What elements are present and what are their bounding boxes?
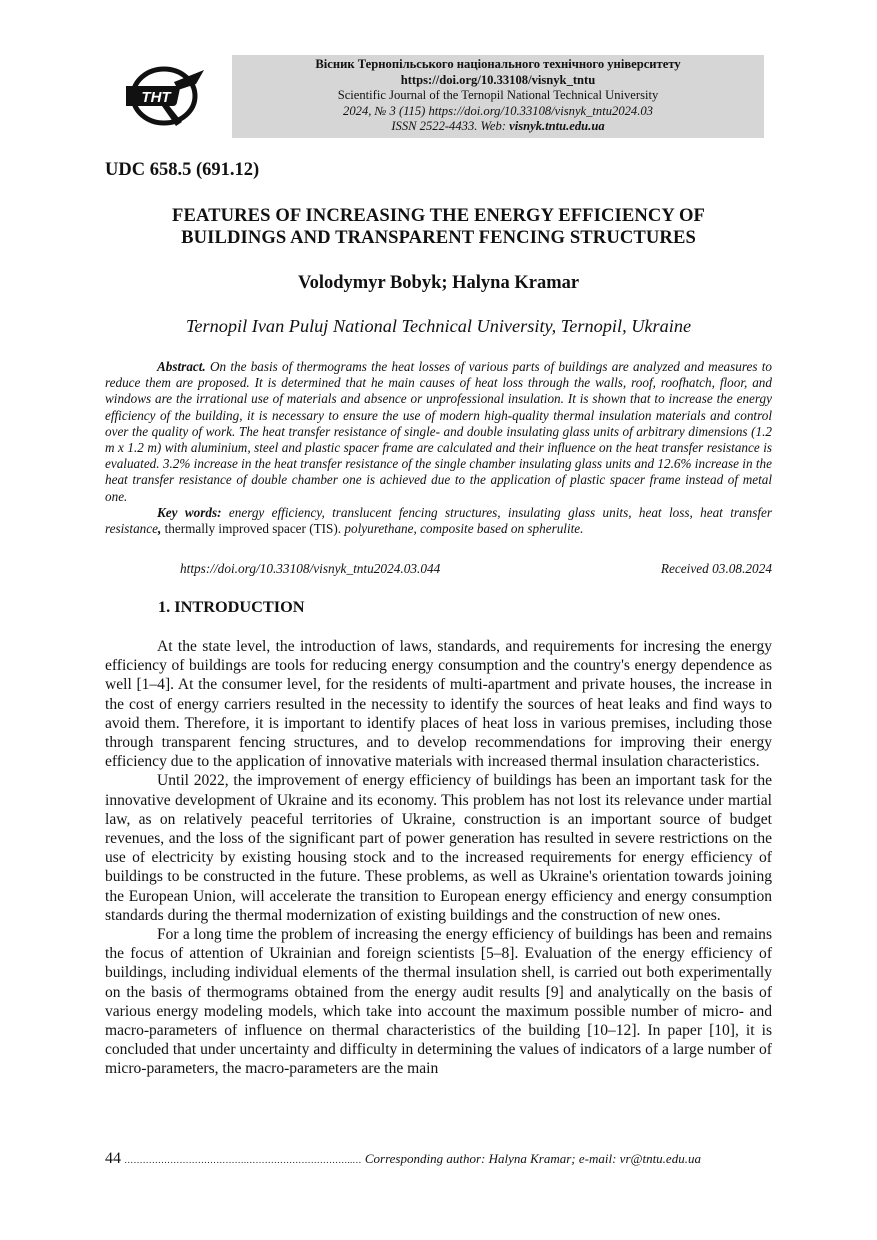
keywords-label: Key words: [157,504,222,520]
affiliation: Ternopil Ivan Puluj National Technical University, Ternopil, Ukraine [185,316,692,336]
body-text [105,637,772,1079]
abstract-paragraph [105,359,772,505]
journal-header [232,55,764,138]
keywords-text-2: polyurethane, composite based on spherulite. [341,521,584,537]
doi-line [180,561,772,577]
abstract-label: Abstract. [157,359,206,374]
journal-doi-url[interactable]: https://doi.org/10.33108/visnyk_tntu [400,72,596,87]
journal-website[interactable]: visnyk.tntu.edu.ua [509,119,605,134]
keywords-upright: thermally improved spacer (TIS). [161,521,342,537]
paper-title [105,205,772,249]
abstract-text: On the basis of thermograms the heat losses of various parts of buildings are analyzed and measures to reduce them are proposed. It is determined that he main causes of heat loss through the walls, roof, roofhatch, floor, and windows are the irrational use of materials and absence or unprofessional insulation. It is shown that to increase the energy efficiency of the building, it is necessary to ensure the use of modern high-quality thermal insulation materials and control over the quality of work. The heat transfer resistance of single- and double insulating glass units of arbitrary dimensions (1.2 m x 1.2 m) with aluminium, steel and plastic spacer frame are calculated and their influence on the heat transfer resistance is evaluated. 3.2% increase in the heat transfer resistance of the single chamber insulating glass units and 12.6% increase in the heat transfer resistance of double chamber one is achieved due to the application of plastic spacer frame instead of metal one. [105,359,772,504]
issn-line [232,119,764,135]
page-footer [105,1150,772,1168]
udc-code: UDC 658.5 (691.12) [105,160,260,180]
corresponding-author: Corresponding author: Halyna Kramar; e-mail: vr@tntu.edu.ua [361,1151,701,1166]
logo-lettering: ТНТ [141,89,171,106]
abstract [105,359,772,537]
university-logo [126,60,206,130]
title-line-1: FEATURES OF INCREASING THE ENERGY EFFICIENCY OF [172,205,705,226]
paragraph: Until 2022, the improvement of energy efficiency of buildings has been an important task for the innovative development of Ukraine and its economy. This problem has not lost its relevance under martial law, as on relatively peaceful territories of Ukraine, construction is an important source of budget revenues, and the loss of the significant part of power generation has resulted in severe restrictions on the use of electricity by existing housing stock and to the increased requirements for energy efficiency of buildings to be constructed in the future. These problems, as well as Ukraine's orientation towards joining the European Union, will accelerate the transition to European energy efficiency and energy consumption standards during the thermal modernization of existing buildings and the construction of new ones. [105,772,772,924]
issn-text: ISSN 2522-4433. Web: [391,119,510,134]
journal-title-ua: Вісник Тернопільського національного технічного університету [315,57,681,71]
issue-line: 2024, № 3 (115) https://doi.org/10.33108/visnyk_tntu2024.03 [343,103,653,118]
authors: Volodymyr Bobyk; Halyna Kramar [297,273,580,293]
keywords-text-1: energy efficiency, translucent fencing structures, insulating glass units, heat loss, heat transfer resistance [105,504,772,537]
section-heading: 1. INTRODUCTION [158,597,305,616]
journal-title-en: Scientific Journal of the Ternopil National Technical University [337,88,659,103]
article-doi[interactable]: https://doi.org/10.33108/visnyk_tntu2024.03.044 [180,561,441,576]
footer-leader-dots: ………………………………….……………………………..… [124,1155,362,1165]
paragraph: For a long time the problem of increasing the energy efficiency of buildings has been and remains the focus of attention of Ukrainian and foreign scientists [5–8]. Evaluation of the energy efficiency of buildings, including individual elements of the thermal insulation shell, is carried out both experimentally on the basis of thermograms obtained from the energy audit results [9] and analytically on the basis of various energy modeling models, which take into account the maximum possible number of micro- and macro-parameters of influence on thermal characteristics of the building [10–12]. In paper [10], it is concluded that under uncertainty and difficulty in determining the values of indicators of a large number of micro-parameters, the macro-parameters are the main [105,926,772,1078]
keywords-paragraph [105,505,772,537]
title-line-2: BUILDINGS AND TRANSPARENT FENCING STRUCTURES [181,227,696,248]
page-number: 44 [105,1150,121,1167]
paragraph: At the state level, the introduction of laws, standards, and requirements for incresing the energy efficiency of buildings are tools for reducing energy consumption and the country's energy dependence as well [1–4]. At the consumer level, for the residents of multi-apartment and private houses, the increase in the cost of energy carriers resulted in the necessity to identify the sources of heat leaks and find ways to avoid them. Therefore, it is important to identify places of heat loss in various premises, including those through transparent fencing structures, and to develop recommendations for improving their energy efficiency due to the application of innovative materials with increased thermal insulation characteristics. [105,638,772,771]
keywords-comma: , [157,521,162,537]
received-date: Received 03.08.2024 [660,561,772,576]
